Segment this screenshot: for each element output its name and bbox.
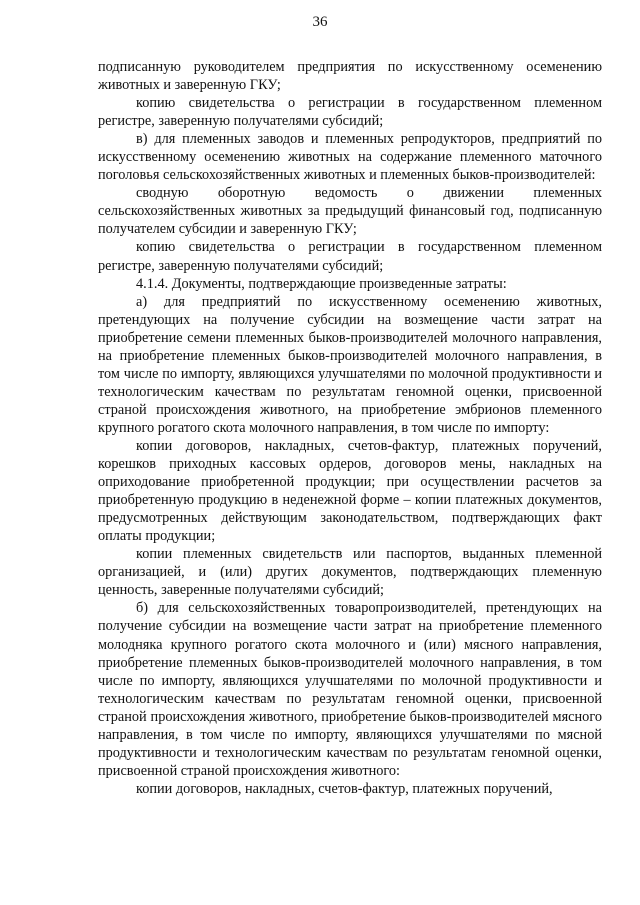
paragraph: копии договоров, накладных, счетов-фактур, платежных поручений, [136,780,553,797]
paragraph: подписанную руководителем предприятия по искусственному осеменению животных и заверенную ГКУ; [98,59,602,94]
paragraph: б) для сельскохозяйственных товаропроизводителей, претендующих на получение субсидии на возмещение части затрат на приобретение племенного молодняка крупного рогатого скота молочного и (или) мясного направления, приобретение племенных быков-производителей молочного направления, в том числе по импорту, являющихся улучшателями по молочной продуктивности и технологическим качествам по результатам геномной оценки, присвоенной страной происхождения животного, приобретение быков-производителей мясного направления, в том числе по импорту, являющихся улучшателями по мясной продуктивности и технологическим качествам по результатам геномной оценки, присвоенной страной происхождения животного: [98,600,602,779]
paragraph: копию свидетельства о регистрации в государственном племенном регистре, заверенную получателями субсидий; [98,239,602,274]
document-body [98,58,602,798]
paragraph: сводную оборотную ведомость о движении племенных сельскохозяйственных животных за предыдущий финансовый год, подписанную получателем субсидии и заверенную ГКУ; [98,185,602,238]
paragraph: копии племенных свидетельств или паспортов, выданных племенной организацией, и (или) других документов, подтверждающих племенную ценность, заверенные получателями субсидий; [98,546,602,599]
paragraph: копии договоров, накладных, счетов-фактур, платежных поручений, корешков приходных кассовых ордеров, договоров мены, накладных на оприходование приобретенной продукции; при осуществлении расчетов за приобретенную продукцию в неденежной форме – копии платежных документов, предусмотренных действующим законодательством, подтверждающих факт оплаты продукции; [98,437,602,545]
paragraph: в) для племенных заводов и племенных репродукторов, предприятий по искусственному осеменению животных на содержание племенного маточного поголовья сельскохозяйственных животных и племенных быков-производителей: [98,131,602,184]
section-heading: 4.1.4. Документы, подтверждающие произведенные затраты: [136,275,507,292]
page-number: 36 [312,14,328,30]
paragraph: а) для предприятий по искусственному осеменению животных, претендующих на получение субсидии на возмещение части затрат на приобретение семени племенных быков-производителей молочного направления, на приобретение племенных быков-производителей молочного направления, в том числе по импорту, являющихся улучшателями по молочной продуктивности и технологическим качествам по результатам геномной оценки, присвоенной страной происхождения животного, на приобретение эмбрионов племенного крупного рогатого скота молочного направления, в том числе по импорту: [98,293,602,436]
paragraph: копию свидетельства о регистрации в государственном племенном регистре, заверенную получателями субсидий; [98,95,602,130]
